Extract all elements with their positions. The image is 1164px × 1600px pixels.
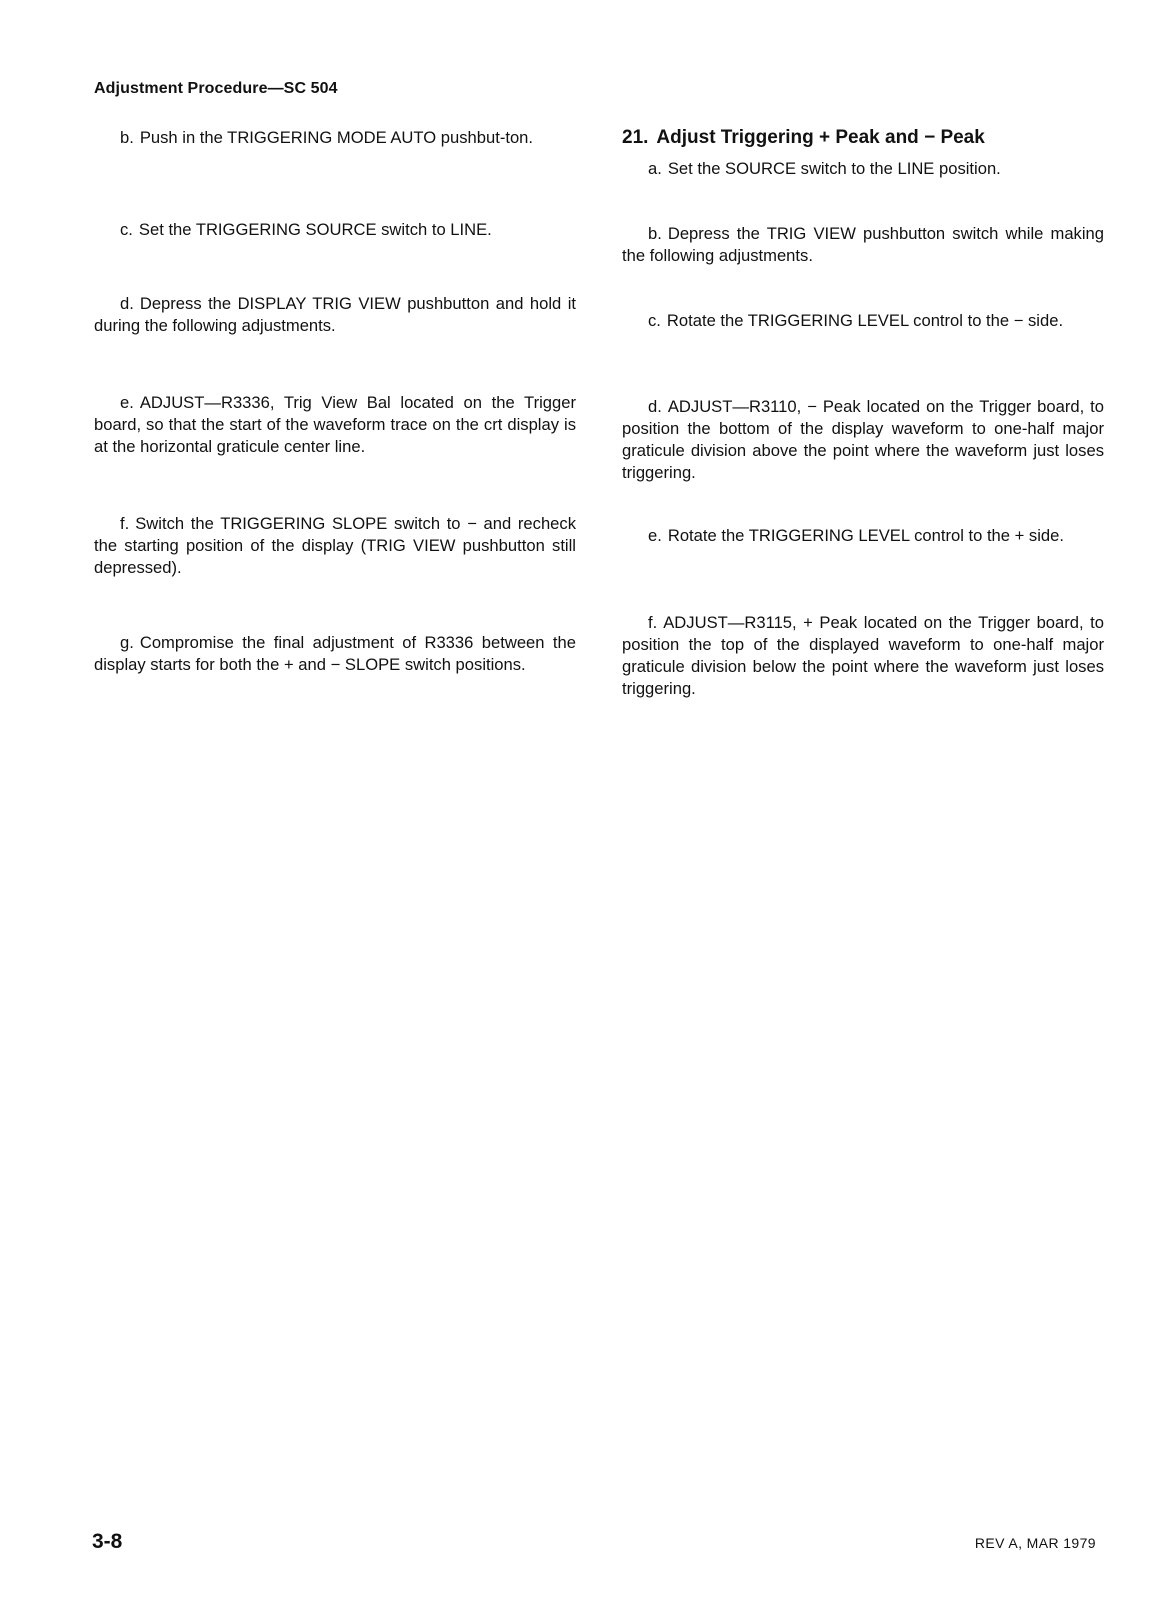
step-text: Rotate the TRIGGERING LEVEL control to the + side. [667,526,1064,545]
step-d [622,396,1104,484]
step-d [94,293,576,337]
step-label: c. [120,220,133,239]
step-label: c. [648,311,661,330]
step-label: f. [120,514,130,533]
step-text: Set the TRIGGERING SOURCE switch to LINE. [138,220,492,239]
step-label: a. [648,159,662,178]
step-label: d. [120,294,134,313]
page-number: 3-8 [92,1530,123,1553]
step-c [94,219,576,241]
heading-number: 21. [622,127,649,148]
step-text: Rotate the TRIGGERING LEVEL control to the − side. [666,311,1064,330]
step-text: Depress the TRIG VIEW pushbutton switch while making the following adjustments. [622,224,1104,265]
step-label: b. [648,224,662,243]
step-label: b. [120,128,134,147]
step-c [622,310,1104,332]
step-label: g. [120,633,134,652]
step-label: f. [648,613,658,632]
step-b [94,127,576,149]
heading-text: Adjust Triggering + Peak and − Peak [656,127,985,148]
section-heading [622,126,1104,150]
step-text: Set the SOURCE switch to the LINE position. [667,159,1001,178]
step-text: ADJUST—R3336, Trig View Bal located on the Trigger board, so that the start of the waveform trace on the crt display is at the horizontal graticule center line. [94,393,576,456]
step-text: ADJUST—R3110, − Peak located on the Trigger board, to position the bottom of the display waveform to one-half major graticule division above the point where the waveform just loses triggering. [622,397,1104,482]
running-head: Adjustment Procedure—SC 504 [94,80,338,97]
step-label: d. [648,397,662,416]
step-f [94,513,576,579]
step-label: e. [648,526,662,545]
step-a [622,158,1104,180]
step-f [622,612,1104,700]
revision-date: REV A, MAR 1979 [974,1535,1096,1551]
step-label: e. [120,393,134,412]
step-b [622,223,1104,267]
step-text: Switch the TRIGGERING SLOPE switch to − and recheck the starting position of the display (TRIG VIEW pushbutton still depressed). [94,514,576,577]
step-text: Push in the TRIGGERING MODE AUTO pushbut-ton. [139,128,534,147]
step-text: Depress the DISPLAY TRIG VIEW pushbutton and hold it during the following adjustments. [94,294,576,335]
step-e [622,525,1104,547]
step-text: Compromise the final adjustment of R3336 between the display starts for both the + and − SLOPE switch positions. [94,633,576,674]
step-text: ADJUST—R3115, + Peak located on the Trigger board, to position the top of the displayed waveform to one-half major graticule division below the point where the waveform just loses triggering. [622,613,1104,698]
step-e [94,392,576,458]
step-g [94,632,576,676]
